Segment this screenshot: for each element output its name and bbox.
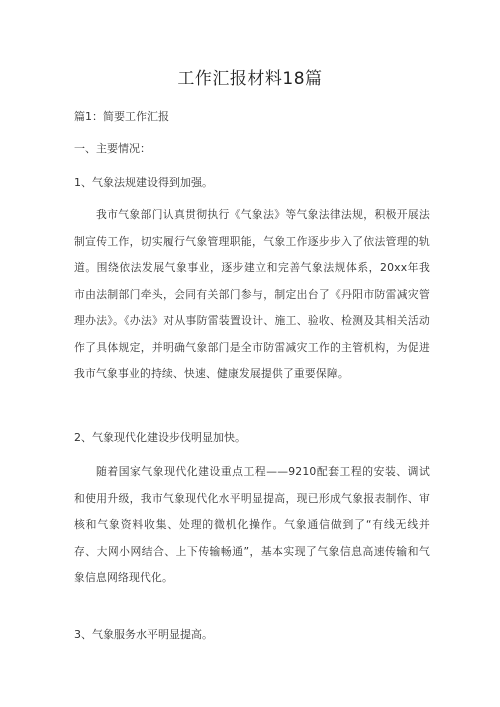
item1-paragraph: 我市气象部门认真贯彻执行《气象法》等气象法律法规，积极开展法制宣传工作，切实履行气象管理职能，气象工作逐步步入了依法管理的轨道。围绕依法发展气象事业，逐步建立和完善气象法规体系，20xx年我市由法制部门牵头，会同有关部门参与，制定出台了《丹阳市防雷减灾管理办法》。《办法》对从事防雷装置设计、施工、验收、检测及其相关活动作了具体规定，并明确气象部门是全市防雷减灾工作的主管机构，为促进我市气象事业的持续、快速、健康发展提供了重要保障。 — [74, 208, 430, 380]
part-heading: 一、主要情况： — [74, 142, 151, 155]
section-heading: 篇1：简要工作汇报 — [74, 110, 169, 123]
document-title: 工作汇报材料18篇 — [177, 69, 323, 89]
item2-heading: 2、气象现代化建设步伐明显加快。 — [74, 431, 246, 444]
item1-heading: 1、气象法规建设得到加强。 — [74, 176, 213, 189]
item3-heading: 3、气象服务水平明显提高。 — [74, 628, 213, 641]
item2-paragraph: 随着国家气象现代化建设重点工程——9210配套工程的安装、调试和使用升级，我市气象现代化水平明显提高，现已形成气象报表制作、审核和气象资料收集、处理的微机化操作。气象通信做到了“有线无线并存、大网小网结合、上下传输畅通”，基本实现了气象信息高速传输和气象信息网络现代化。 — [74, 465, 430, 584]
